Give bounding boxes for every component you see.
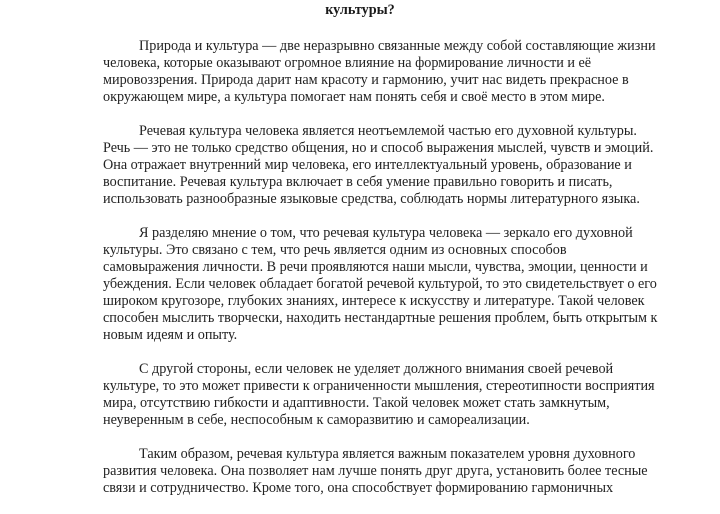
document-title: культуры? bbox=[325, 2, 395, 18]
paragraph-4: С другой стороны, если человек не уделяет должного внимания своей речевой культуре, то это может привести к ограниченности мышления, стереотипности восприятия мира, отсутствию гибкости и адаптивности. Такой человек может стать замкнутым, неуверенным в себе, неспособным к саморазвитию и самореализации. bbox=[103, 361, 655, 428]
document-body bbox=[103, 38, 663, 514]
paragraph-1: Природа и культура — две неразрывно связанные между собой составляющие жизни человека, которые оказывают огромное влияние на формирование личности и её мировоззрения. Природа дарит нам красоту и гармонию, учит нас видеть прекрасное в окружающем мире, а культура помогает нам понять себя и своё место в этом мире. bbox=[103, 38, 656, 105]
paragraph-5: Таким образом, речевая культура является важным показателем уровня духовного развития человека. Она позволяет нам лучше понять друг друга, установить более тесные связи и сотрудничество. Кроме того, она способствует формированию гармоничных bbox=[103, 446, 648, 496]
paragraph-2: Речевая культура человека является неотъемлемой частью его духовной культуры. Речь — это не только средство общения, но и способ выражения мыслей, чувств и эмоций. Она отражает внутренний мир человека, его интеллектуальный уровень, образование и воспитание. Речевая культура включает в себя умение правильно говорить и писать, использовать разнообразные языковые средства, соблюдать нормы литературного языка. bbox=[103, 123, 654, 207]
paragraph-3: Я разделяю мнение о том, что речевая культура человека — зеркало его духовной культуры. Это связано с тем, что речь является одним из основных способов самовыражения личности. В речи проявляются наши мысли, чувства, эмоции, ценности и убеждения. Если человек обладает богатой речевой культурой, то это свидетельствует о его широком кругозоре, глубоких знаниях, интересе к искусству и литературе. Такой человек способен мыслить творчески, находить нестандартные решения проблем, быть открытым к новым идеям и опыту. bbox=[103, 225, 658, 343]
